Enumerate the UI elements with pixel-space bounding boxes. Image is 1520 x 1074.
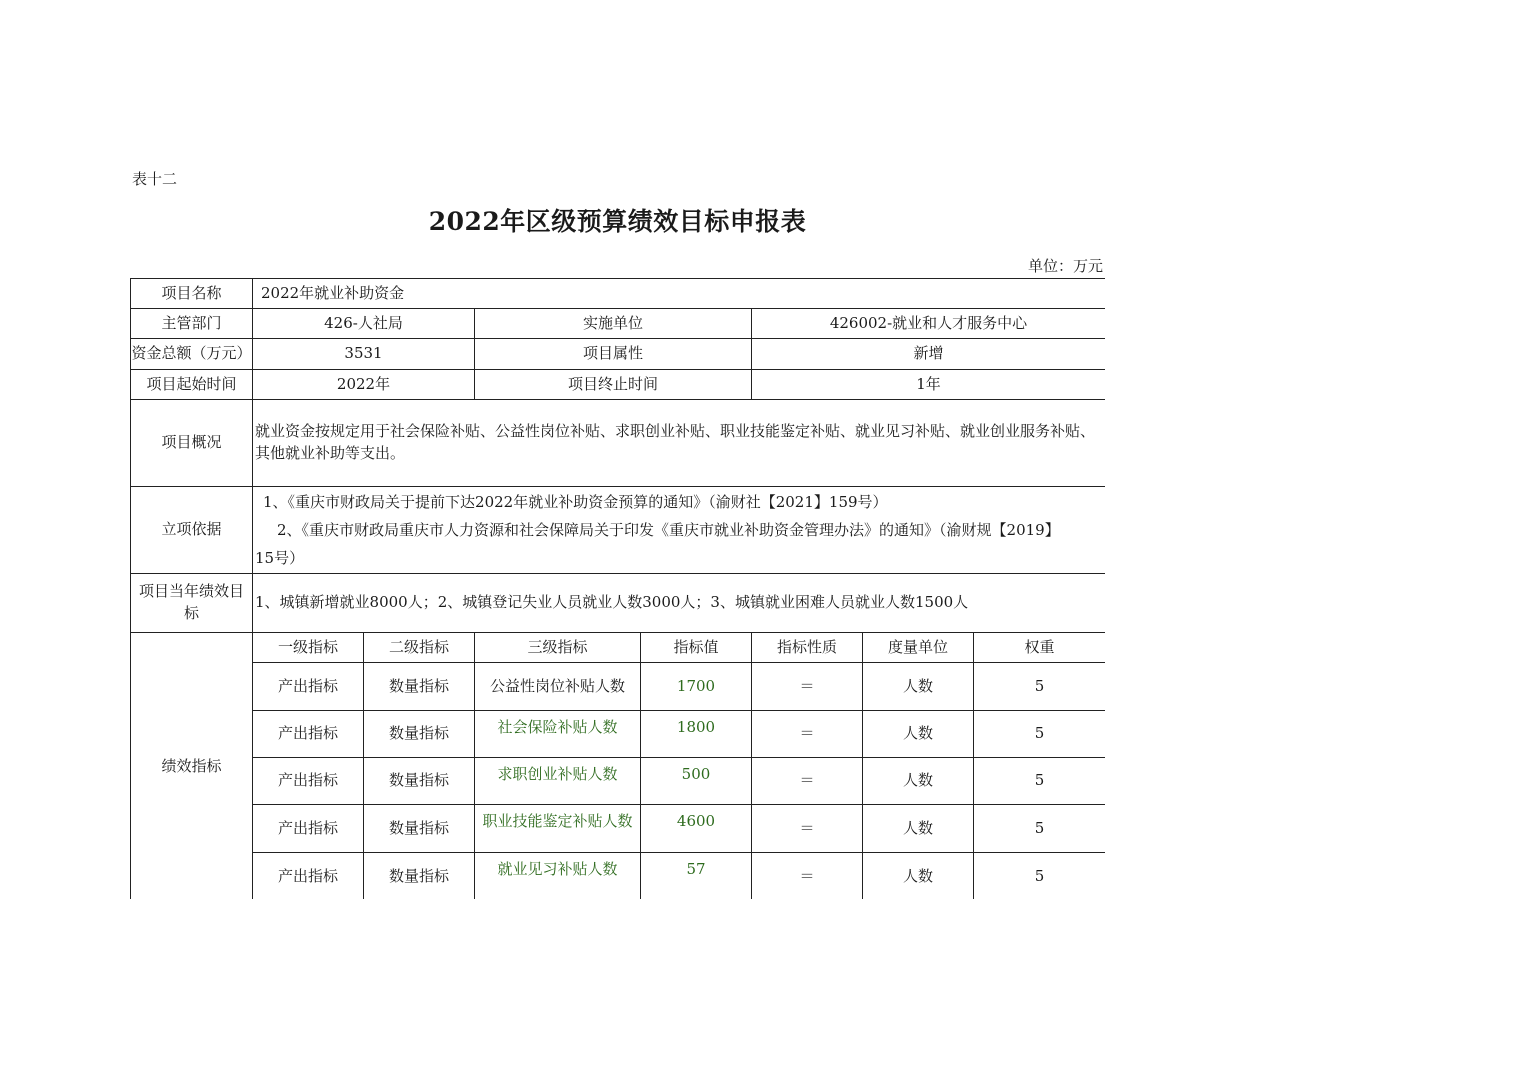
row-overview — [131, 400, 1106, 487]
indicator-unit: 人数 — [863, 853, 974, 900]
header-value: 指标值 — [641, 633, 752, 663]
indicator-value: 500 — [641, 758, 752, 805]
form-container — [130, 278, 1105, 899]
project-attribute-label: 项目属性 — [475, 339, 752, 370]
indicator-value: 1800 — [641, 711, 752, 758]
indicator-weight: 5 — [974, 758, 1106, 805]
indicator-weight: 5 — [974, 805, 1106, 853]
overview-label: 项目概况 — [131, 400, 253, 487]
basis-value — [253, 487, 1106, 574]
indicator-level2: 数量指标 — [364, 663, 475, 711]
overview-value: 就业资金按规定用于社会保险补贴、公益性岗位补贴、求职创业补贴、职业技能鉴定补贴、就业见习补贴、就业创业服务补贴、其他就业补助等支出。 — [253, 400, 1106, 487]
indicator-level1: 产出指标 — [253, 711, 364, 758]
indicator-nature: ＝ — [752, 758, 863, 805]
indicator-weight: 5 — [974, 853, 1106, 900]
indicator-level3: 职业技能鉴定补贴人数 — [475, 805, 641, 853]
project-attribute-value: 新增 — [752, 339, 1106, 370]
project-name-value: 2022年就业补助资金 — [253, 279, 1106, 309]
indicator-level3: 就业见习补贴人数 — [475, 853, 641, 900]
indicator-row — [131, 711, 1106, 758]
basis-line-3: 15号） — [255, 549, 305, 567]
budget-performance-table — [130, 278, 1105, 899]
indicator-row — [131, 663, 1106, 711]
annual-goal-label: 项目当年绩效目标 — [131, 574, 253, 633]
header-level3: 三级指标 — [475, 633, 641, 663]
indicator-level1: 产出指标 — [253, 663, 364, 711]
indicator-level1: 产出指标 — [253, 758, 364, 805]
indicator-unit: 人数 — [863, 805, 974, 853]
end-time-value: 1年 — [752, 370, 1106, 400]
basis-label: 立项依据 — [131, 487, 253, 574]
indicator-level3: 社会保险补贴人数 — [475, 711, 641, 758]
indicator-value: 1700 — [641, 663, 752, 711]
indicator-unit: 人数 — [863, 711, 974, 758]
indicator-level3: 求职创业补贴人数 — [475, 758, 641, 805]
header-level2: 二级指标 — [364, 633, 475, 663]
row-department — [131, 309, 1106, 339]
unit-label: 单位：万元 — [1027, 257, 1103, 275]
indicator-unit: 人数 — [863, 663, 974, 711]
department-value: 426-人社局 — [253, 309, 475, 339]
department-label: 主管部门 — [131, 309, 253, 339]
indicator-level2: 数量指标 — [364, 758, 475, 805]
indicator-level2: 数量指标 — [364, 853, 475, 900]
end-time-label: 项目终止时间 — [475, 370, 752, 400]
header-level1: 一级指标 — [253, 633, 364, 663]
header-weight: 权重 — [974, 633, 1106, 663]
project-name-label: 项目名称 — [131, 279, 253, 309]
indicator-row — [131, 805, 1106, 853]
indicator-level1: 产出指标 — [253, 805, 364, 853]
indicator-nature: ＝ — [752, 711, 863, 758]
document-title: 2022年区级预算绩效目标申报表 — [428, 207, 807, 236]
start-time-label: 项目起始时间 — [131, 370, 253, 400]
start-time-value: 2022年 — [253, 370, 475, 400]
table-number-label: 表十二 — [132, 170, 178, 188]
indicator-level2: 数量指标 — [364, 805, 475, 853]
indicator-row — [131, 853, 1106, 900]
row-annual-goal — [131, 574, 1106, 633]
indicator-nature: ＝ — [752, 853, 863, 900]
indicator-weight: 5 — [974, 711, 1106, 758]
row-project-name — [131, 279, 1106, 309]
indicator-level3: 公益性岗位补贴人数 — [475, 663, 641, 711]
indicators-label: 绩效指标 — [131, 633, 253, 900]
header-nature: 指标性质 — [752, 633, 863, 663]
indicator-level2: 数量指标 — [364, 711, 475, 758]
total-funds-value: 3531 — [253, 339, 475, 370]
indicator-nature: ＝ — [752, 663, 863, 711]
row-time — [131, 370, 1106, 400]
indicator-nature: ＝ — [752, 805, 863, 853]
implementing-unit-label: 实施单位 — [475, 309, 752, 339]
indicator-row — [131, 758, 1106, 805]
implementing-unit-value: 426002-就业和人才服务中心 — [752, 309, 1106, 339]
indicator-header-row — [131, 633, 1106, 663]
header-unit: 度量单位 — [863, 633, 974, 663]
indicator-value: 57 — [641, 853, 752, 900]
annual-goal-value: 1、城镇新增就业8000人；2、城镇登记失业人员就业人数3000人；3、城镇就业困难人员就业人数1500人 — [253, 574, 1106, 633]
indicator-level1: 产出指标 — [253, 853, 364, 900]
indicator-weight: 5 — [974, 663, 1106, 711]
row-total-funds — [131, 339, 1106, 370]
row-basis — [131, 487, 1106, 574]
basis-line-1: 1、《重庆市财政局关于提前下达2022年就业补助资金预算的通知》（渝财社【2021】159号） — [263, 493, 888, 511]
total-funds-label: 资金总额（万元） — [131, 339, 253, 370]
indicator-unit: 人数 — [863, 758, 974, 805]
basis-line-2: 2、《重庆市财政局重庆市人力资源和社会保障局关于印发《重庆市就业补助资金管理办法》的通知》（渝财规【2019】 — [277, 521, 1060, 539]
indicator-value: 4600 — [641, 805, 752, 853]
